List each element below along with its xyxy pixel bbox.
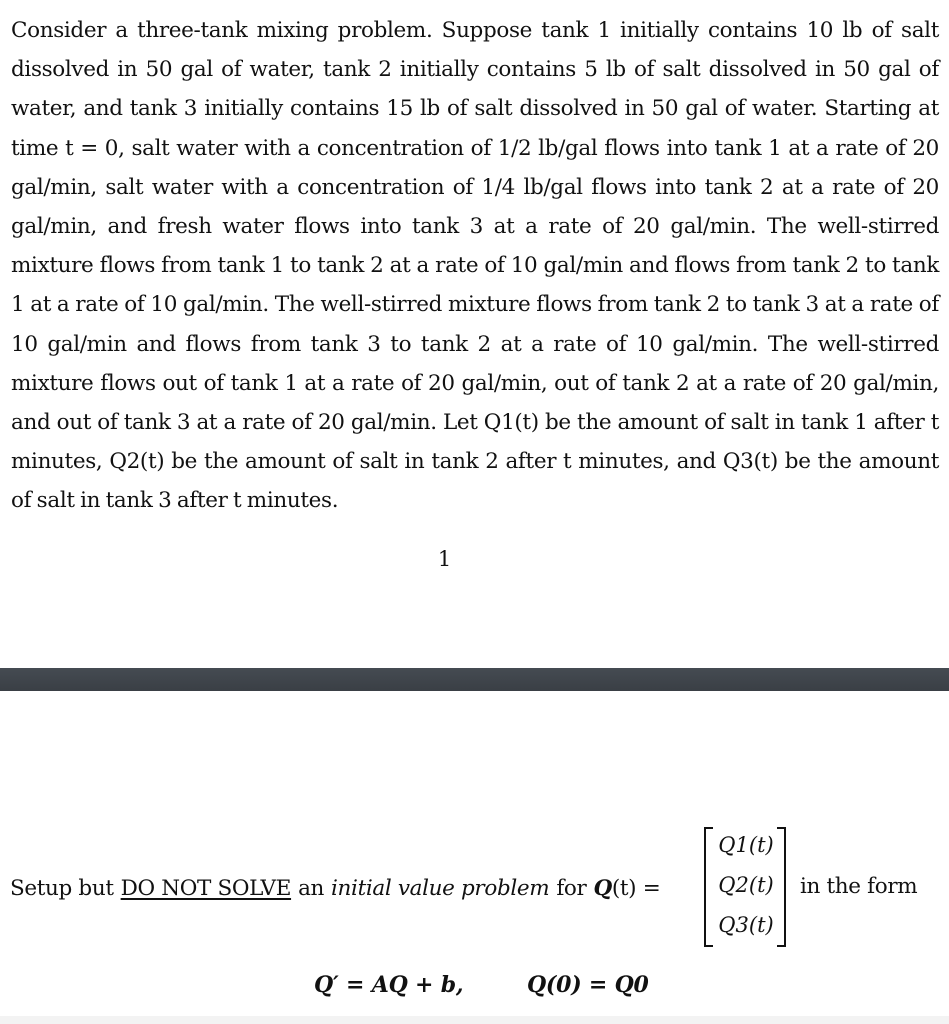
matrix-entry-q3: Q3(t) bbox=[718, 913, 774, 937]
instruction-for: for bbox=[556, 876, 587, 901]
right-bracket bbox=[777, 827, 786, 947]
ivp-text: initial value problem bbox=[331, 876, 550, 901]
q-column-vector bbox=[704, 825, 786, 945]
initial-condition: Q(0) = Q0 bbox=[526, 972, 649, 998]
instruction-an: an bbox=[298, 876, 325, 901]
of-t-equals: (t) = bbox=[611, 876, 661, 901]
instruction-setup: Setup but bbox=[10, 876, 114, 901]
problem-paragraph: Consider a three-tank mixing problem. Suppose tank 1 initially contains 10 lb of salt dissolved in 50 gal of water, tank 2 initially contains 5 lb of salt dissolved in 50 gal of water, and tank 3 initially contains 15 lb of salt dissolved in 50 gal of water. Starting at time t = 0, salt water with a concentration of 1/2 lb/gal flows into tank 1 at a rate of 20 gal/min, salt water with a concentration of 1/4 lb/gal flows into tank 2 at a rate of 20 gal/min, and fresh water flows into tank 3 at a rate of 20 gal/min. The well-stirred mixture flows from tank 1 to tank 2 at a rate of 10 gal/min and flows from tank 2 to tank 1 at a rate of 10 gal/min. The well-stirred mixture flows from tank 2 to tank 3 at a rate of 10 gal/min and flows from tank 3 to tank 2 at a rate of 10 gal/min. The well-stirred mixture flows out of tank 1 at a rate of 20 gal/min, out of tank 2 at a rate of 20 gal/min, and out of tank 3 at a rate of 20 gal/min. Let Q1(t) be the amount of salt in tank 1 after t minutes, Q2(t) be the amount of salt in tank 2 after t minutes, and Q3(t) be the amount of salt in tank 3 after t minutes. bbox=[11, 18, 939, 514]
page-number: 1 bbox=[437, 547, 452, 571]
do-not-solve-text: DO NOT SOLVE bbox=[120, 876, 292, 901]
left-bracket bbox=[704, 827, 713, 947]
q-vector-symbol: Q bbox=[593, 876, 612, 901]
matrix-entry-q2: Q2(t) bbox=[718, 873, 774, 897]
page-divider bbox=[0, 668, 949, 691]
instruction-line bbox=[10, 869, 660, 909]
ivp-equation bbox=[314, 972, 649, 998]
matrix-entry-q1: Q1(t) bbox=[718, 833, 774, 857]
in-the-form-text: in the form bbox=[800, 874, 918, 899]
ode-equation: Q′ = AQ + b, bbox=[314, 972, 464, 998]
bottom-edge bbox=[0, 1016, 949, 1024]
